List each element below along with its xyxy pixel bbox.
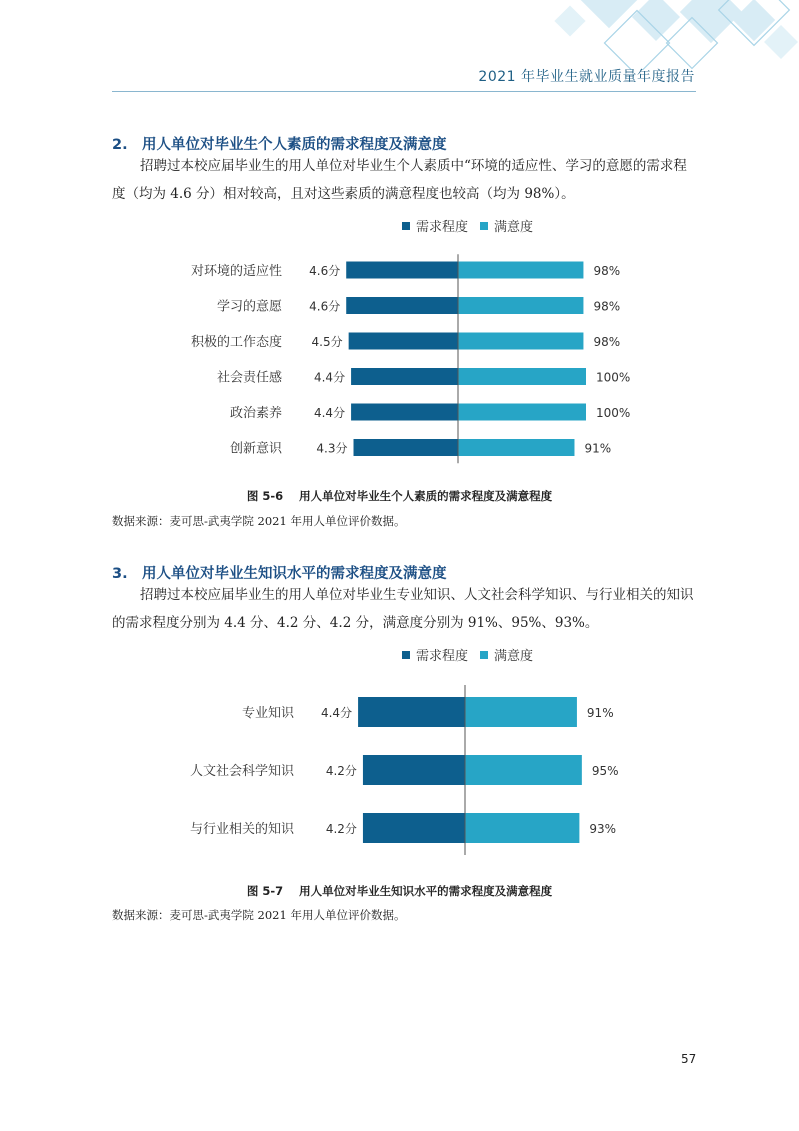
demand-bar xyxy=(346,262,458,279)
satisfaction-bar xyxy=(458,439,574,456)
category-label: 专业知识 xyxy=(241,706,294,721)
category-label: 创新意识 xyxy=(229,441,282,457)
satisfaction-value-label: 98% xyxy=(593,335,621,349)
section-3-paragraph: 招聘过本校应届毕业生的用人单位对毕业生专业知识、人文社会科学知识、与行业相关的知识的需求程度分别为 4.4 分、4.2 分、4.2 分，满意度分别为 91%、95%、93%。 xyxy=(112,587,694,631)
header-decoration xyxy=(439,0,799,70)
category-label: 对环境的适应性 xyxy=(190,264,282,279)
category-label: 政治素养 xyxy=(229,406,282,421)
chart-1-svg xyxy=(0,245,799,470)
figure-5-7-source: 数据来源：麦可思-武夷学院 2021 年用人单位评价数据。 xyxy=(112,908,406,922)
chart-2-svg xyxy=(0,678,799,863)
category-label: 与行业相关的知识 xyxy=(189,822,294,837)
satisfaction-value-label: 95% xyxy=(591,764,619,778)
legend-item-demand xyxy=(402,645,468,664)
page-number: 57 xyxy=(681,1052,697,1066)
satisfaction-value-label: 98% xyxy=(593,264,621,278)
demand-value-label: 4.5分 xyxy=(311,335,343,349)
legend-swatch-demand xyxy=(402,651,410,659)
header-divider xyxy=(112,91,696,92)
demand-value-label: 4.3分 xyxy=(316,441,348,456)
legend-swatch-satisfaction xyxy=(480,651,488,659)
demand-value-label: 4.6分 xyxy=(309,264,341,278)
section-3-number: 3. xyxy=(112,566,128,582)
section-3-title: 用人单位对毕业生知识水平的需求程度及满意度 xyxy=(142,566,447,582)
satisfaction-bar xyxy=(465,755,582,785)
satisfaction-value-label: 91% xyxy=(584,441,612,456)
legend-swatch-demand xyxy=(402,222,410,230)
demand-bar xyxy=(354,439,458,456)
demand-value-label: 4.4分 xyxy=(313,406,346,420)
category-label: 社会责任感 xyxy=(216,370,282,386)
chart-2-legend xyxy=(402,645,545,664)
demand-value-label: 4.2分 xyxy=(325,822,357,836)
satisfaction-bar xyxy=(458,404,586,421)
satisfaction-bar xyxy=(458,333,583,350)
figure-5-6-number: 图 5-6 xyxy=(246,489,284,503)
satisfaction-bar xyxy=(465,697,577,727)
demand-bar xyxy=(358,697,465,727)
figure-5-7-number: 图 5-7 xyxy=(246,884,284,898)
chart-2 xyxy=(0,678,799,867)
satisfaction-bar xyxy=(458,297,583,314)
figure-5-7-caption xyxy=(0,883,799,899)
demand-bar xyxy=(351,404,458,421)
demand-value-label: 4.4分 xyxy=(320,706,353,720)
figure-5-7-title: 用人单位对毕业生知识水平的需求程度及满意程度 xyxy=(299,884,553,898)
demand-bar xyxy=(363,813,465,843)
legend-label-satisfaction: 满意度 xyxy=(494,220,534,235)
section-2-heading xyxy=(112,133,447,154)
satisfaction-value-label: 93% xyxy=(589,822,617,836)
figure-5-6-source: 数据来源：麦可思-武夷学院 2021 年用人单位评价数据。 xyxy=(112,514,406,528)
category-label: 积极的工作态度 xyxy=(190,335,282,350)
demand-value-label: 4.4分 xyxy=(313,370,346,385)
section-2-paragraph: 招聘过本校应届毕业生的用人单位对毕业生个人素质中“环境的适应性、学习的意愿的需求程度（均为 4.6 分）相对较高，且对这些素质的满意程度也较高（均为 98%）。 xyxy=(112,158,687,202)
legend-label-demand: 需求程度 xyxy=(416,220,469,235)
demand-bar xyxy=(363,755,465,785)
section-2-number: 2. xyxy=(112,137,128,153)
demand-value-label: 4.2分 xyxy=(325,764,357,778)
legend-label-demand: 需求程度 xyxy=(416,649,469,664)
chart-1-legend xyxy=(402,216,545,235)
satisfaction-value-label: 100% xyxy=(596,406,631,420)
figure-5-6-title: 用人单位对毕业生个人素质的需求程度及满意程度 xyxy=(299,489,553,503)
satisfaction-bar xyxy=(458,262,583,279)
legend-swatch-satisfaction xyxy=(480,222,488,230)
satisfaction-bar xyxy=(458,368,586,385)
header-title: 2021 年毕业生就业质量年度报告 xyxy=(478,69,695,85)
figure-5-6-caption xyxy=(0,488,799,504)
demand-bar xyxy=(349,333,458,350)
satisfaction-value-label: 98% xyxy=(593,299,621,314)
section-3-heading xyxy=(112,562,447,583)
legend-item-demand xyxy=(402,216,468,235)
legend-label-satisfaction: 满意度 xyxy=(494,649,534,664)
satisfaction-bar xyxy=(465,813,579,843)
satisfaction-value-label: 100% xyxy=(596,370,631,385)
demand-value-label: 4.6分 xyxy=(309,299,341,314)
legend-item-satisfaction xyxy=(480,645,533,664)
category-label: 人文社会科学知识 xyxy=(189,764,294,779)
section-2-title: 用人单位对毕业生个人素质的需求程度及满意度 xyxy=(142,137,447,153)
legend-item-satisfaction xyxy=(480,216,533,235)
category-label: 学习的意愿 xyxy=(216,299,282,315)
demand-bar xyxy=(346,297,458,314)
satisfaction-value-label: 91% xyxy=(586,706,614,720)
demand-bar xyxy=(351,368,458,385)
chart-1 xyxy=(0,245,799,474)
